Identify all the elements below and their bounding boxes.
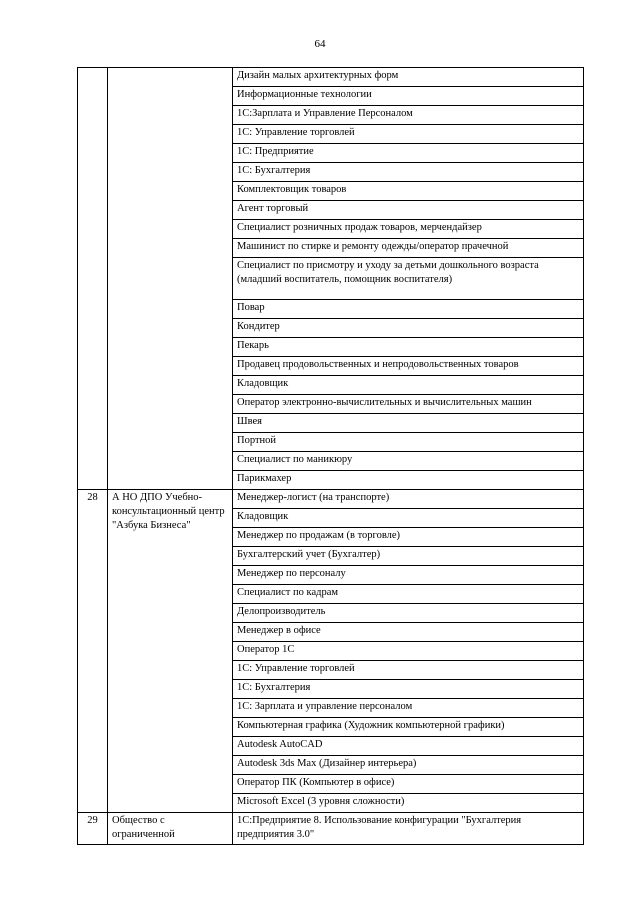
program-cell: Autodesk 3ds Max (Дизайнер интерьера) (233, 756, 584, 775)
organization-cell: А НО ДПО Учебно-консультационный центр "Азбука Бизнеса" (108, 490, 233, 813)
table-row (78, 813, 584, 845)
program-cell: Специалист розничных продаж товаров, мерчендайзер (233, 220, 584, 239)
program-cell: Менеджер по персоналу (233, 566, 584, 585)
organization-cell: Общество с ограниченной (108, 813, 233, 845)
program-cell: Менеджер-логист (на транспорте) (233, 490, 584, 509)
program-cell: Машинист по стирке и ремонту одежды/оператор прачечной (233, 239, 584, 258)
program-cell: Компьютерная графика (Художник компьютерной графики) (233, 718, 584, 737)
program-cell: Агент торговый (233, 201, 584, 220)
program-cell: Менеджер по продажам (в торговле) (233, 528, 584, 547)
program-cell: Швея (233, 414, 584, 433)
row-number-cell (78, 68, 108, 490)
program-cell: Autodesk AutoCAD (233, 737, 584, 756)
program-cell: 1С: Бухгалтерия (233, 163, 584, 182)
program-cell: 1С: Бухгалтерия (233, 680, 584, 699)
program-cell: 1С:Зарплата и Управление Персоналом (233, 106, 584, 125)
program-cell: 1С: Управление торговлей (233, 661, 584, 680)
program-cell: Специалист по кадрам (233, 585, 584, 604)
program-cell: Пекарь (233, 338, 584, 357)
table-row (78, 68, 584, 87)
programs-table (77, 67, 584, 845)
program-cell: Оператор ПК (Компьютер в офисе) (233, 775, 584, 794)
program-cell: 1С:Предприятие 8. Использование конфигурации "Бухгалтерия предприятия 3.0" (233, 813, 584, 845)
program-cell: Оператор 1С (233, 642, 584, 661)
program-cell: Кладовщик (233, 509, 584, 528)
program-cell: Повар (233, 300, 584, 319)
program-cell: Специалист по присмотру и уходу за детьми дошкольного возраста (младший воспитатель, помощник воспитателя) (233, 258, 584, 300)
program-cell: Информационные технологии (233, 87, 584, 106)
row-number-cell: 29 (78, 813, 108, 845)
program-cell: Кондитер (233, 319, 584, 338)
program-cell: Комплектовщик товаров (233, 182, 584, 201)
program-cell: Microsoft Excel (3 уровня сложности) (233, 794, 584, 813)
program-cell: Продавец продовольственных и непродовольственных товаров (233, 357, 584, 376)
program-cell: Кладовщик (233, 376, 584, 395)
program-cell: Менеджер в офисе (233, 623, 584, 642)
program-cell: 1С: Предприятие (233, 144, 584, 163)
program-cell: Делопроизводитель (233, 604, 584, 623)
table-row (78, 490, 584, 509)
program-cell: 1С: Зарплата и управление персоналом (233, 699, 584, 718)
program-cell: 1С: Управление торговлей (233, 125, 584, 144)
program-cell: Парикмахер (233, 471, 584, 490)
program-cell: Дизайн малых архитектурных форм (233, 68, 584, 87)
program-cell: Бухгалтерский учет (Бухгалтер) (233, 547, 584, 566)
program-cell: Оператор электронно-вычислительных и вычислительных машин (233, 395, 584, 414)
organization-cell (108, 68, 233, 490)
program-cell: Специалист по маникюру (233, 452, 584, 471)
page-number: 64 (314, 38, 326, 50)
program-cell: Портной (233, 433, 584, 452)
programs-table-body (78, 68, 584, 845)
row-number-cell: 28 (78, 490, 108, 813)
